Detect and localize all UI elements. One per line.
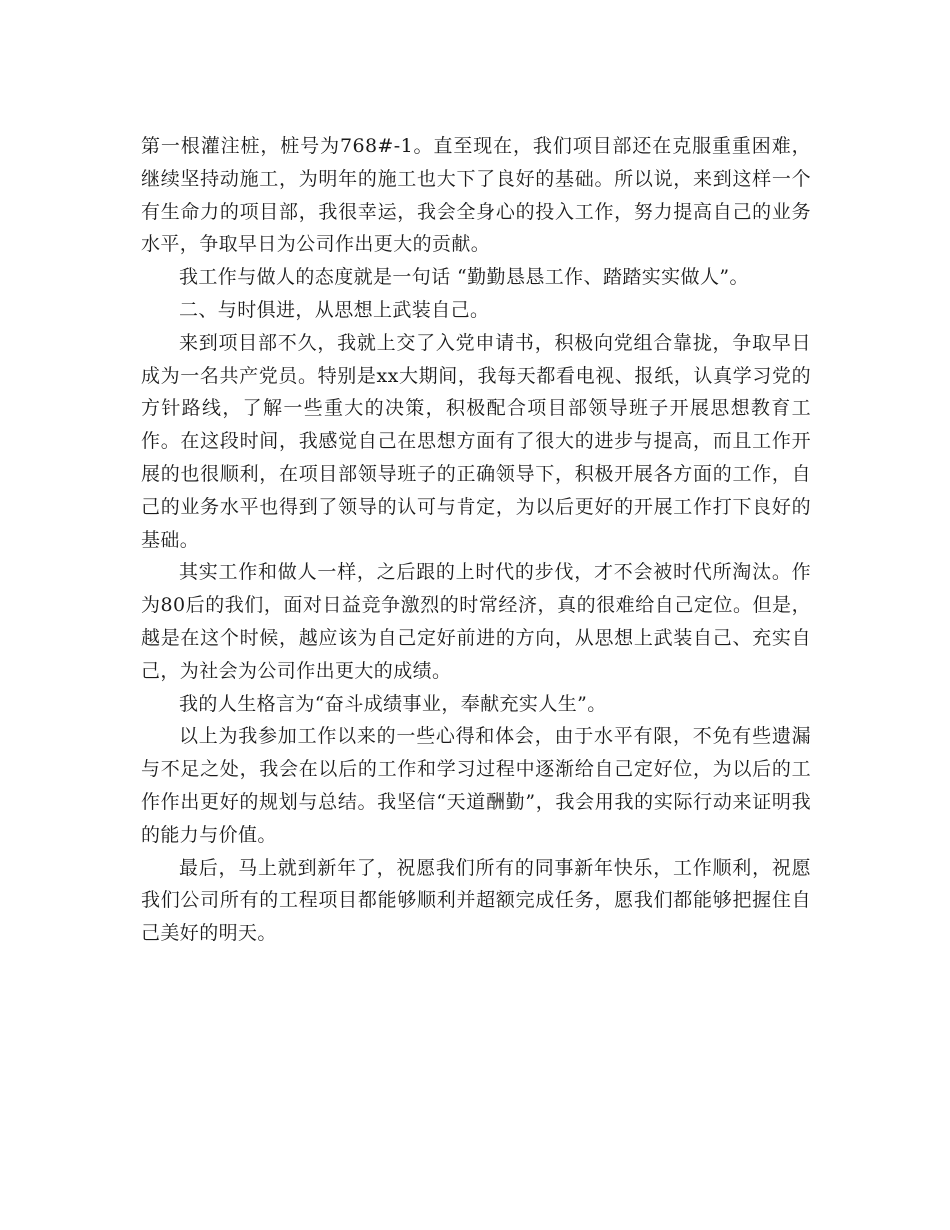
document-body [141,130,811,950]
paragraph-continuation: 第一根灌注桩，桩号为768#-1。直至现在，我们项目部还在克服重重困难，继续坚持动施工，为明年的施工也大下了良好的基础。所以说，来到这样一个有生命力的项目部，我很幸运，我会全身心的投入工作，努力提高自己的业务水平，争取早日为公司作出更大的贡献。 [141,135,811,256]
paragraph-work-attitude: 我工作与做人的态度就是一句话 “勤勤恳恳工作、踏踏实实做人”。 [179,266,749,289]
paragraph-closing: 最后，马上就到新年了，祝愿我们所有的同事新年快乐，工作顺利，祝愿我们公司所有的工程项目都能够顺利并超额完成任务，愿我们都能够把握住自己美好的明天。 [141,856,811,945]
paragraph-reflection: 以上为我参加工作以来的一些心得和体会，由于水平有限，不免有些遗漏与不足之处，我会在以后的工作和学习过程中逐渐给自己定好位，为以后的工作作出更好的规划与总结。我坚信“天道酬勤”，我会用我的实际行动来证明我的能力与价值。 [141,725,811,846]
paragraph-keep-pace: 其实工作和做人一样，之后跟的上时代的步伐，才不会被时代所淘汰。作为80后的我们，面对日益竞争激烈的时常经济，真的很难给自己定位。但是，越是在这个时候，越应该为自己定好前进的方向，从思想上武装自己、充实自己，为社会为公司作出更大的成绩。 [141,561,811,682]
paragraph-life-motto: 我的人生格言为“奋斗成绩事业，奉献充实人生”。 [179,692,607,715]
paragraph-party-application: 来到项目部不久，我就上交了入党申请书，积极向党组合靠拢，争取早日成为一名共产党员。特别是xx大期间，我每天都看电视、报纸，认真学习党的方针路线，了解一些重大的决策，积极配合项目部领导班子开展思想教育工作。在这段时间，我感觉自己在思想方面有了很大的进步与提高，而且工作开展的也很顺利，在项目部领导班子的正确领导下，积极开展各方面的工作，自己的业务水平也得到了领导的认可与肯定，为以后更好的开展工作打下良好的基础。 [141,331,811,551]
section-heading-2: 二、与时俱进，从思想上武装自己。 [179,298,490,321]
